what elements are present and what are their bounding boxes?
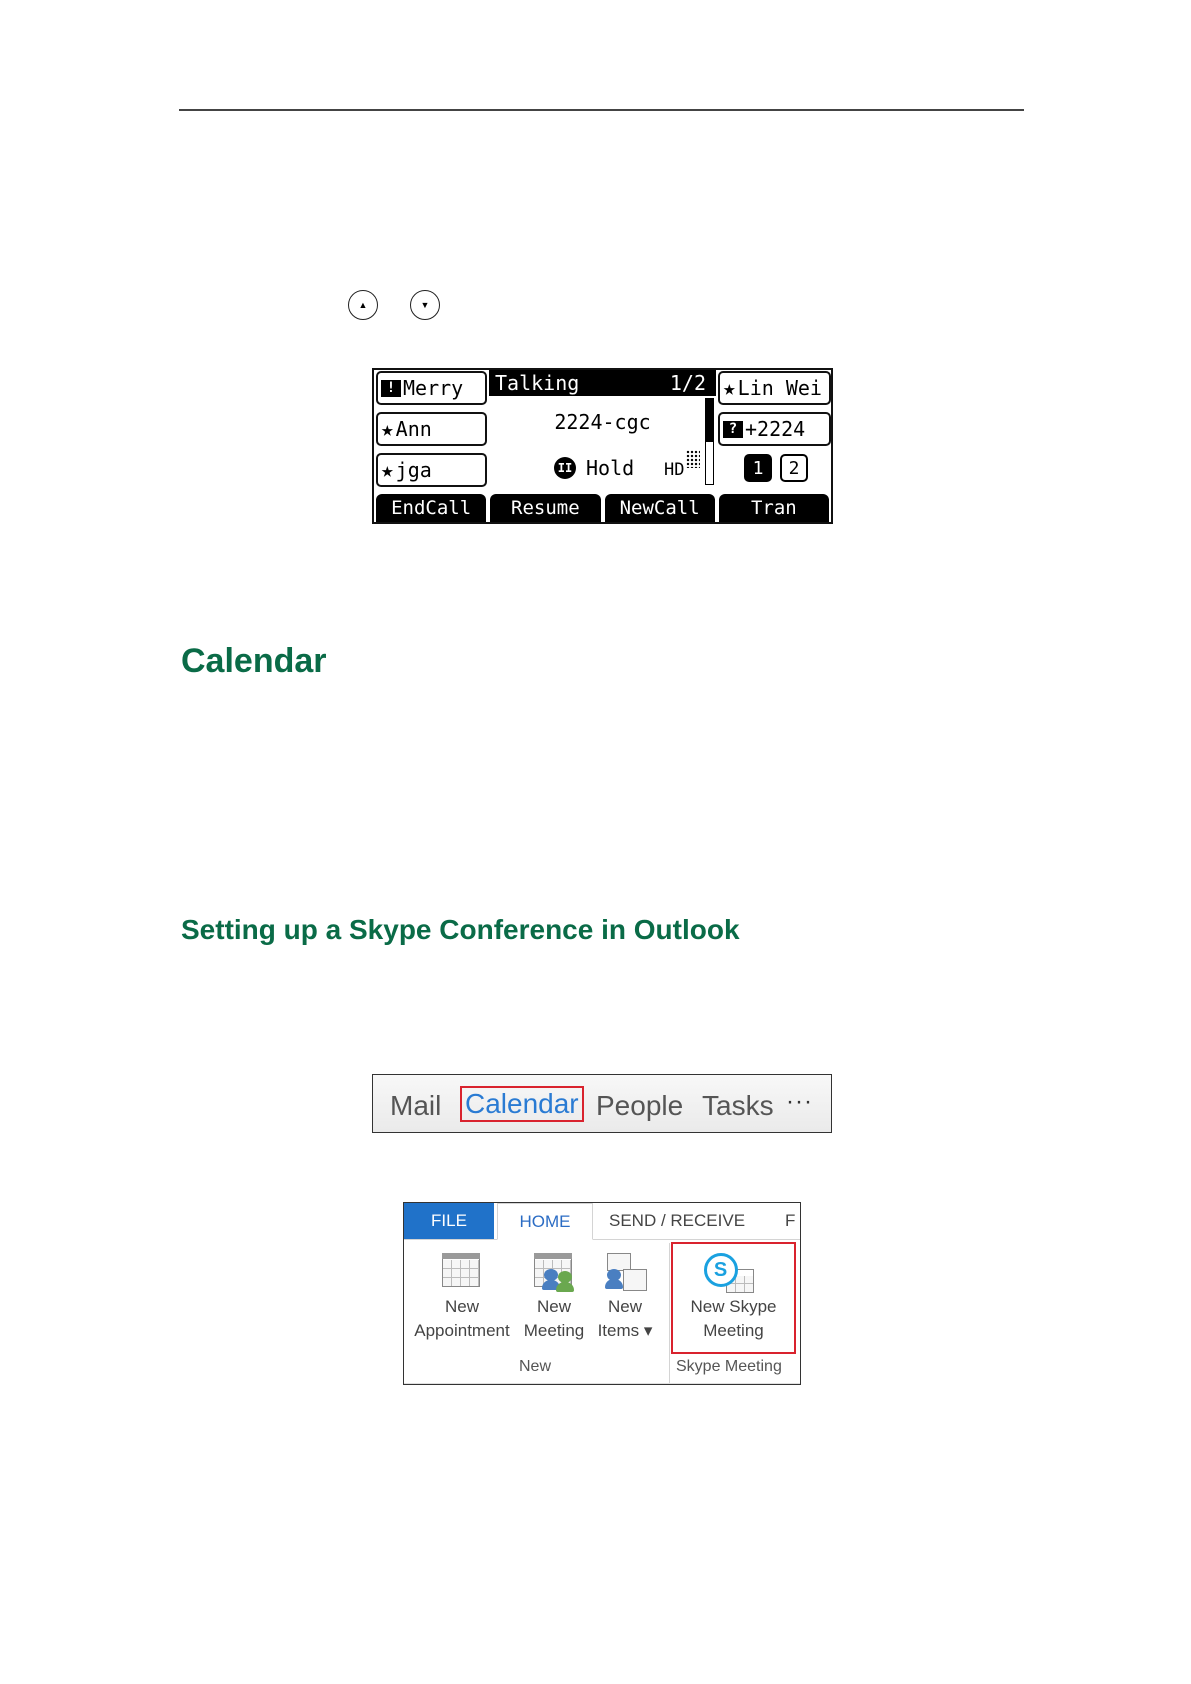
alert-icon: !	[381, 380, 401, 397]
outlook-ribbon	[403, 1202, 801, 1385]
unknown-contact-icon: ?	[723, 421, 743, 438]
line-key-ann[interactable]	[376, 412, 487, 446]
hold-label: Hold	[586, 456, 635, 480]
caller-number: 2224-cgc	[554, 410, 651, 434]
transfer-softkey[interactable]: Tran	[719, 494, 829, 522]
line-key-label: Merry	[403, 376, 464, 400]
nav-calendar[interactable]: Calendar	[460, 1086, 584, 1122]
button-label: New	[536, 1297, 571, 1316]
new-items-button[interactable]	[590, 1245, 660, 1343]
skype-icon: S	[704, 1253, 738, 1287]
meeting-icon	[534, 1253, 574, 1291]
nav-people[interactable]: People	[596, 1090, 684, 1121]
nav-mail[interactable]: Mail	[390, 1090, 442, 1121]
more-icon[interactable]: ···	[786, 1088, 813, 1115]
line-key-label: jga	[395, 458, 432, 482]
nav-tasks[interactable]: Tasks	[702, 1090, 774, 1121]
new-meeting-button[interactable]	[518, 1245, 590, 1343]
resume-softkey[interactable]: Resume	[490, 494, 600, 522]
new-items-icon	[605, 1253, 645, 1291]
down-arrow-icon: ▼	[420, 299, 430, 310]
button-label: New	[444, 1297, 479, 1316]
nav-up-key-icon	[348, 290, 378, 320]
phone-screen	[372, 368, 833, 524]
calendar-icon	[442, 1253, 482, 1291]
hd-signal-icon	[686, 450, 700, 468]
hd-label: HD	[664, 460, 685, 480]
hold-status	[554, 456, 634, 480]
group-label-new: New	[519, 1358, 552, 1375]
button-label: Meeting	[523, 1321, 585, 1340]
line-key-2224[interactable]	[718, 412, 831, 446]
new-appointment-button[interactable]	[406, 1245, 518, 1343]
line-key-label: Ann	[395, 417, 432, 441]
header-rule	[179, 109, 1024, 111]
call-count: 1/2	[669, 371, 706, 395]
star-icon: ★	[381, 457, 394, 482]
ribbon-tabs	[404, 1203, 800, 1240]
skype-conference-heading: Setting up a Skype Conference in Outlook	[181, 914, 740, 945]
page-1[interactable]: 1	[744, 454, 772, 482]
star-icon: ★	[381, 416, 394, 441]
group-label-skype-meeting: Skype Meeting	[676, 1358, 782, 1375]
call-status: Talking	[495, 371, 580, 395]
line-key-lin-wei[interactable]	[718, 371, 831, 405]
button-label: Items ▾	[597, 1321, 653, 1340]
page-indicator	[744, 454, 808, 482]
hold-icon: II	[554, 457, 576, 479]
star-icon: ★	[723, 375, 736, 400]
button-label: New	[607, 1297, 642, 1316]
tab-file[interactable]: FILE	[404, 1203, 494, 1239]
button-label: Appointment	[414, 1321, 510, 1340]
scrollbar	[705, 398, 714, 485]
group-separator	[669, 1243, 670, 1383]
tab-folder[interactable]: F	[785, 1211, 796, 1230]
tab-send-receive[interactable]: SEND / RECEIVE	[609, 1211, 746, 1230]
line-key-jga[interactable]	[376, 453, 487, 487]
endcall-softkey[interactable]: EndCall	[376, 494, 486, 522]
nav-down-key-icon	[410, 290, 440, 320]
call-title-bar	[489, 370, 716, 396]
calendar-heading: Calendar	[181, 642, 327, 680]
line-key-label: Lin Wei	[737, 376, 822, 400]
button-label: New Skype	[690, 1297, 777, 1316]
line-key-label: +2224	[745, 417, 806, 441]
highlight-box	[671, 1242, 796, 1354]
newcall-softkey[interactable]: NewCall	[605, 494, 715, 522]
button-label: Meeting	[703, 1321, 764, 1340]
tab-home[interactable]: HOME	[497, 1203, 593, 1240]
up-arrow-icon: ▲	[358, 299, 368, 310]
line-key-merry[interactable]	[376, 371, 487, 405]
outlook-nav-bar	[372, 1074, 832, 1133]
page-2[interactable]: 2	[780, 454, 808, 482]
softkey-bar	[376, 494, 829, 522]
